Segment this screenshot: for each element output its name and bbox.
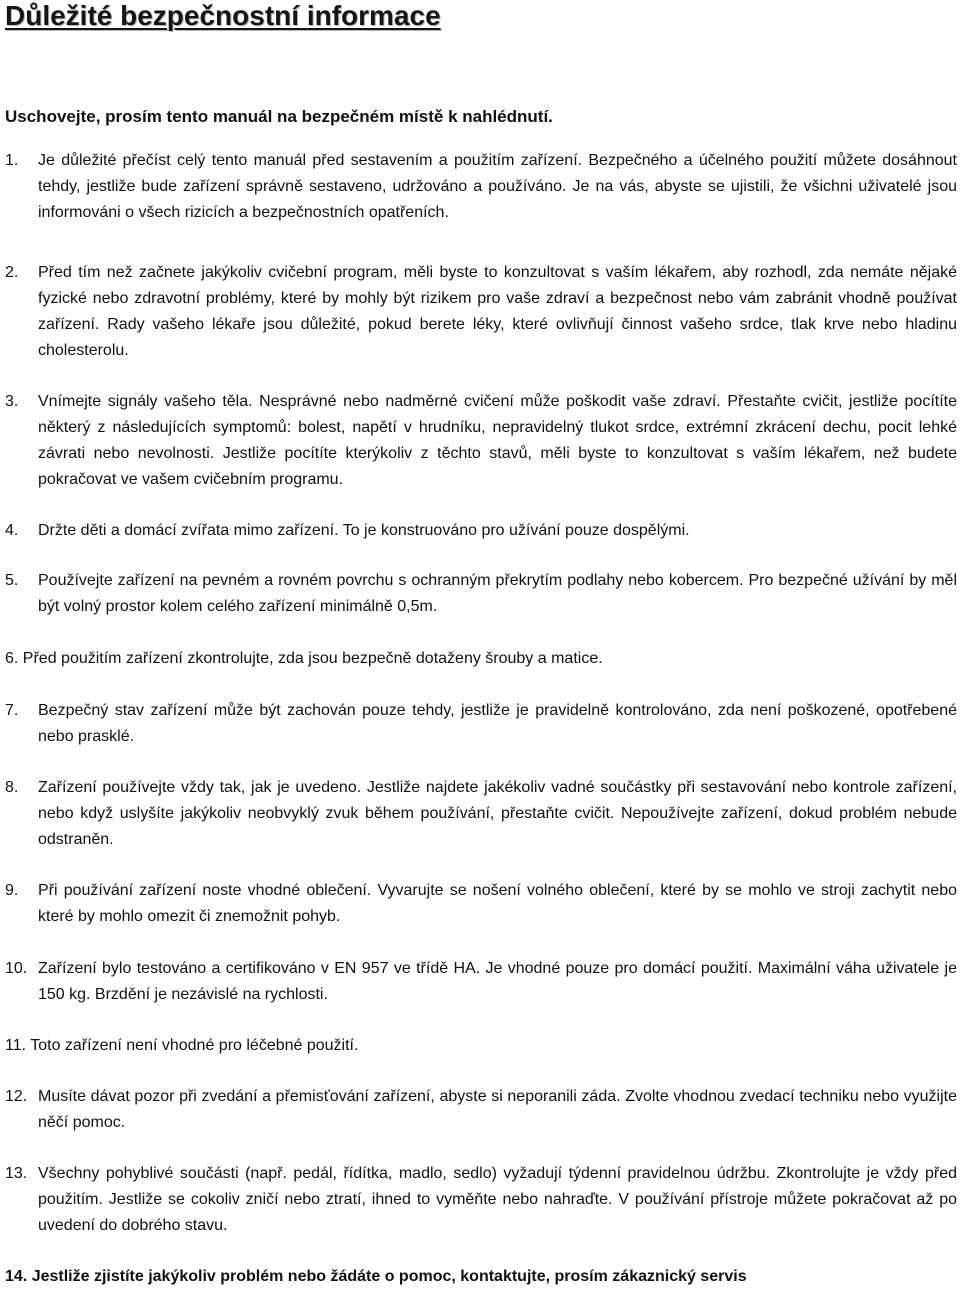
page-title: Důležité bezpečnostní informace [5, 0, 441, 31]
safety-item-12 [5, 1084, 957, 1136]
item-text: Všechny pohyblivé součásti (např. pedál, řídítka, madlo, sedlo) vyžadují týdenní pravidelnou údržbu. Zkontrolujte je vždy před použitím. Jestliže se cokoliv zničí nebo ztratí, ihned to vyměňte nebo nahraďte. V používání přístroje můžete pokračovat až po uvedení do dobrého stavu. [38, 1165, 957, 1234]
item-text: Toto zařízení není vhodné pro léčebné použití. [30, 1037, 359, 1054]
item-text: Vnímejte signály vašeho těla. Nesprávné nebo nadměrné cvičení může poškodit vaše zdraví. Přestaňte cvičit, jestliže pocítíte některý z následujících symptomů: bolest, napětí v hrudníku, nepravidelný tlukot srdce, extrémní zkrácení dechu, pocit lehké závrati nebo nevolnosti. Jestliže pocítíte kterýkoliv z těchto stavů, měli byste to konzultovat s vaším lékařem, než budete pokračovat ve vašem cvičebním programu. [38, 393, 957, 488]
item-number: 8. [5, 779, 19, 796]
safety-item-9 [5, 878, 957, 930]
item-number: 6. [5, 650, 19, 667]
item-text: Při používání zařízení noste vhodné oblečení. Vyvarujte se nošení volného oblečení, které by se mohlo ve stroji zachytit nebo které by mohlo omezit či znemožnit pohyb. [38, 882, 957, 925]
item-text: Je důležité přečíst celý tento manuál před sestavením a použitím zařízení. Bezpečného a účelného použití můžete dosáhnout tehdy, jestliže bude zařízení správně sestaveno, udržováno a používáno. Je na vás, abyste se ujistili, že všichni uživatelé jsou informováni o všech rizicích a bezpečnostních opatřeních. [38, 152, 957, 221]
safety-item-11 [5, 1033, 957, 1059]
item-text: Před použitím zařízení zkontrolujte, zda jsou bezpečně dotaženy šrouby a matice. [22, 650, 603, 667]
item-number: 4. [5, 522, 19, 539]
item-text: Držte děti a domácí zvířata mimo zařízení. To je konstruováno pro užívání pouze dospělými. [38, 522, 690, 539]
item-number: 12. [5, 1088, 28, 1105]
page-subtitle: Uschovejte, prosím tento manuál na bezpečném místě k nahlédnutí. [5, 107, 553, 126]
item-number: 7. [5, 702, 19, 719]
item-number: 9. [5, 882, 19, 899]
safety-item-8 [5, 775, 957, 853]
item-number: 10. [5, 960, 28, 977]
item-text: Musíte dávat pozor při zvedání a přemisťování zařízení, abyste si neporanili záda. Zvolte vhodnou zvedací techniku nebo využijte něčí pomoc. [38, 1088, 957, 1131]
item-text: Před tím než začnete jakýkoliv cvičební program, měli byste to konzultovat s vaším lékařem, aby rozhodl, zda nemáte nějaké fyzické nebo zdravotní problémy, které by mohly být rizikem pro vaše zdraví a bezpečnost nebo vám zabránit vhodně používat zařízení. Rady vašeho lékaře jsou důležité, pokud berete léky, které ovlivňují činnost vašeho srdce, tlak krve nebo hladinu cholesterolu. [38, 264, 957, 359]
item-text: Bezpečný stav zařízení může být zachován pouze tehdy, jestliže je pravidelně kontrolováno, zda není poškozené, opotřebené nebo prasklé. [38, 702, 957, 745]
safety-item-6 [5, 646, 957, 672]
safety-item-3 [5, 389, 957, 493]
item-text: Používejte zařízení na pevném a rovném povrchu s ochranným překrytím podlahy nebo kobercem. Pro bezpečné užívání by měl být volný prostor kolem celého zařízení minimálně 0,5m. [38, 572, 957, 615]
safety-item-14 [5, 1264, 957, 1290]
safety-item-5 [5, 568, 957, 620]
item-number: 1. [5, 152, 19, 169]
item-number: 14. [5, 1268, 28, 1285]
safety-item-10 [5, 956, 957, 1008]
safety-item-4 [5, 518, 957, 544]
item-number: 2. [5, 264, 19, 281]
safety-item-13 [5, 1161, 957, 1239]
item-number: 11. [5, 1037, 27, 1054]
safety-item-1 [5, 148, 957, 226]
item-text: Jestliže zjistíte jakýkoliv problém nebo žádáte o pomoc, kontaktujte, prosím zákaznický servis [31, 1268, 747, 1285]
item-text: Zařízení bylo testováno a certifikováno v EN 957 ve třídě HA. Je vhodné pouze pro domácí použití. Maximální váha uživatele je 150 kg. Brzdění je nezávislé na rychlosti. [38, 960, 957, 1003]
safety-item-2 [5, 260, 957, 364]
item-number: 3. [5, 393, 19, 410]
item-text: Zařízení používejte vždy tak, jak je uvedeno. Jestliže najdete jakékoliv vadné součástky při sestavování nebo kontrole zařízení, nebo když uslyšíte jakýkoliv neobvyklý zvuk během používání, přestaňte cvičit. Nepoužívejte zařízení, dokud problém nebude odstraněn. [38, 779, 957, 848]
safety-item-7 [5, 698, 957, 750]
item-number: 5. [5, 572, 19, 589]
item-number: 13. [5, 1165, 28, 1182]
